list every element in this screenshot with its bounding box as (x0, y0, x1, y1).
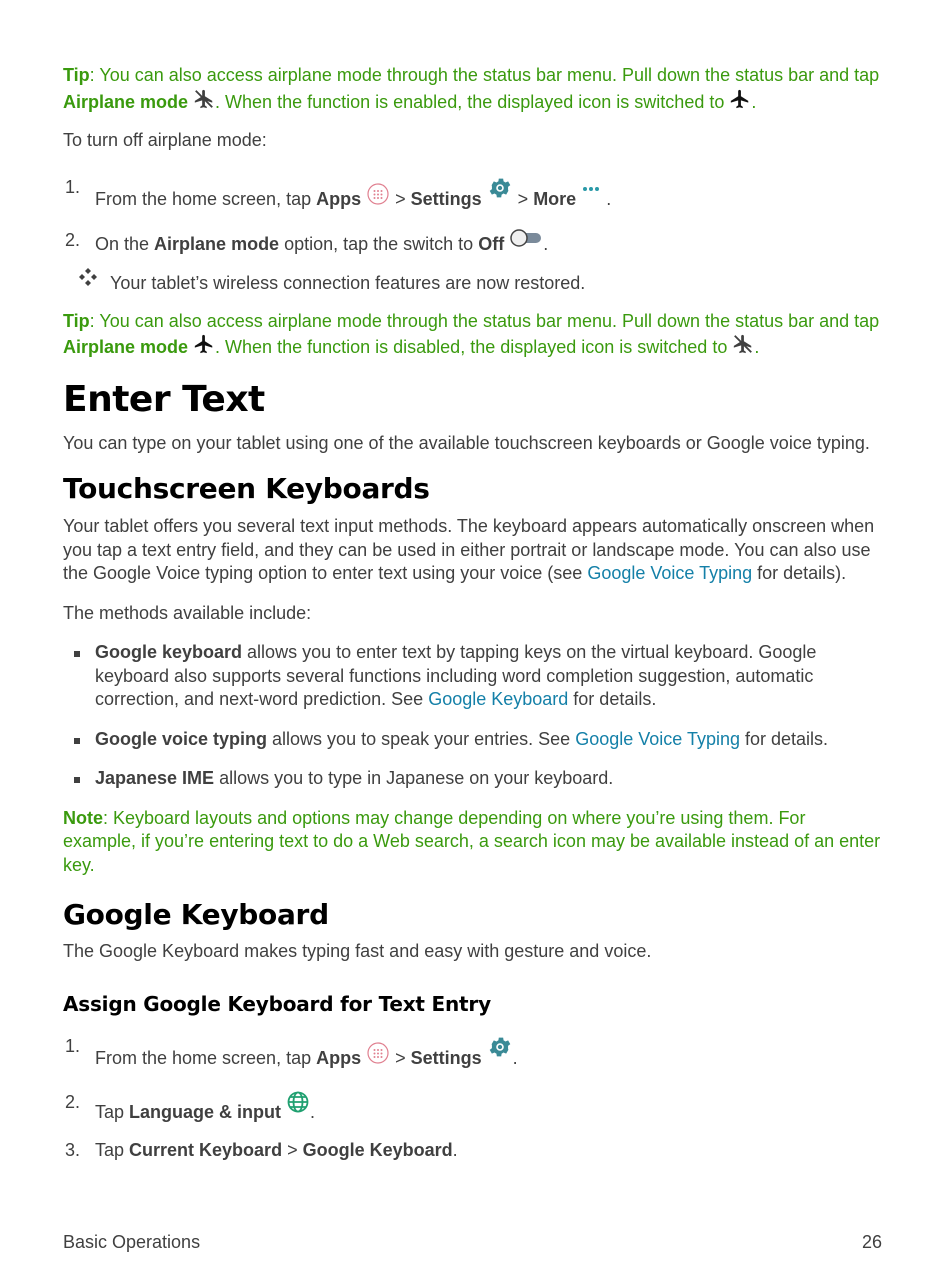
tip-bold: Airplane mode (63, 337, 189, 357)
touch-text: Your tablet offers you several text input methods. The keyboard appears automatically onscreen when you tap a text entry field, and they can be used in either portrait or landscape mode. You can also use the Google Voice typing option to enter text using your voice (see (63, 516, 875, 583)
step-assign-3 (63, 1138, 883, 1162)
settings-label: Settings (410, 1047, 482, 1068)
tip-text-2: . When the function is disabled, the displayed icon is switched to (215, 337, 733, 357)
tip-label: Tip (63, 65, 90, 85)
manual-page (63, 60, 883, 1162)
method-text-2: for details. (740, 728, 829, 749)
separator: > (390, 188, 411, 209)
toggle-off-icon (509, 228, 543, 248)
method-item-google-voice-typing (63, 728, 883, 752)
method-text: allows you to enter text by tapping keys on the virtual keyboard. Google keyboard also supports several functions including word completion suggestion, automatic correction, and next-word prediction. See (95, 642, 817, 709)
step-number: 1. (65, 1035, 81, 1056)
tip-text: : You can also access airplane mode through the status bar menu. Pull down the status bar and tap (89, 310, 880, 331)
heading-assign-google-keyboard: Assign Google Keyboard for Text Entry (63, 991, 491, 1016)
methods-intro: The methods available include: (63, 602, 312, 623)
apps-label: Apps (316, 1047, 362, 1068)
step-assign-2 (63, 1090, 883, 1124)
touch-text-2: for details). (752, 563, 847, 583)
step-end: . (543, 233, 549, 254)
footer-page-number: 26 (861, 1232, 882, 1252)
link-google-voice-typing-2[interactable]: Google Voice Typing (575, 728, 740, 749)
bullet-square (74, 651, 80, 657)
method-text: allows you to speak your entries. See (267, 728, 576, 749)
note-label: Note (63, 807, 103, 828)
tip-bold: Airplane mode (63, 91, 189, 112)
airplane-mode-label: Airplane mode (154, 233, 280, 254)
globe-icon (286, 1090, 310, 1114)
method-name: Google voice typing (95, 728, 268, 749)
method-text-2: for details. (568, 689, 657, 709)
separator: > (390, 1047, 411, 1068)
step-text: Tap (95, 1139, 130, 1160)
step-off-1 (63, 175, 883, 211)
enter-text-body: You can type on your tablet using one of the available touchscreen keyboards or Google voice typing. (63, 432, 870, 453)
method-name: Japanese IME (95, 768, 215, 788)
google-keyboard-body: The Google Keyboard makes typing fast and easy with gesture and voice. (63, 941, 652, 961)
bullet-square (74, 738, 80, 744)
tip-text-3: . (754, 337, 760, 357)
turn-off-intro: To turn off airplane mode: (63, 130, 267, 150)
airplane-icon (193, 333, 215, 355)
tip-text-2: . When the function is enabled, the displayed icon is switched to (215, 91, 730, 112)
step-off-2 (63, 228, 883, 256)
method-item-google-keyboard (63, 641, 883, 712)
separator-2: > (512, 188, 534, 209)
more-dots-icon (581, 185, 601, 197)
method-text: allows you to type in Japanese on your keyboard. (214, 768, 614, 788)
airplane-icon (729, 88, 751, 110)
step-text: From the home screen, tap (95, 1047, 317, 1068)
more-label: More (533, 188, 577, 209)
step-end: . (512, 1047, 518, 1068)
result-line (63, 271, 883, 295)
off-label: Off (478, 233, 505, 254)
result-diamond-icon (78, 267, 98, 287)
settings-gear-icon (487, 1034, 513, 1060)
step-number: 3. (65, 1139, 81, 1160)
current-keyboard-label: Current Keyboard (129, 1139, 283, 1160)
tip-airplane-enabled (63, 64, 883, 114)
apps-icon (366, 1041, 390, 1065)
method-name: Google keyboard (95, 642, 243, 662)
step-text: From the home screen, tap (95, 188, 317, 209)
note-text: : Keyboard layouts and options may change depending on where you’re using them. For example, if you’re entering text to do a Web search, a search icon may be available instead of an enter key. (63, 807, 881, 875)
footer-section: Basic Operations (63, 1232, 201, 1252)
separator: > (282, 1139, 303, 1160)
step-text: On the (95, 233, 155, 254)
tip-airplane-disabled (63, 310, 883, 360)
step-number: 1. (65, 176, 81, 197)
settings-gear-icon (487, 175, 513, 201)
step-text-2: option, tap the switch to (279, 233, 479, 254)
step-number: 2. (65, 1091, 81, 1112)
settings-label: Settings (410, 188, 482, 209)
apps-icon (366, 182, 390, 206)
bullet-square (74, 777, 80, 783)
touchscreen-body (63, 515, 883, 586)
link-google-voice-typing[interactable]: Google Voice Typing (587, 563, 753, 583)
step-assign-1 (63, 1034, 883, 1070)
step-number: 2. (65, 229, 81, 250)
heading-touchscreen-keyboards: Touchscreen Keyboards (63, 472, 430, 505)
heading-enter-text: Enter Text (63, 378, 265, 420)
airplane-off-icon (732, 333, 754, 355)
tip-label: Tip (63, 310, 90, 331)
step-end: . (452, 1139, 458, 1160)
step-end: . (310, 1101, 316, 1122)
link-google-keyboard[interactable]: Google Keyboard (428, 689, 569, 709)
tip-text-3: . (751, 91, 757, 112)
airplane-off-icon (193, 88, 215, 110)
method-item-japanese-ime (63, 767, 883, 791)
result-text: Your tablet’s wireless connection features are now restored. (110, 272, 586, 293)
heading-google-keyboard: Google Keyboard (63, 898, 329, 931)
tip-text: : You can also access airplane mode through the status bar menu. Pull down the status bar and tap (89, 65, 880, 85)
step-end: . (601, 188, 612, 209)
apps-label: Apps (316, 188, 362, 209)
google-keyboard-label: Google Keyboard (302, 1139, 453, 1160)
note-keyboard-layouts (63, 807, 883, 878)
language-input-label: Language & input (129, 1101, 282, 1122)
step-text: Tap (95, 1101, 130, 1122)
